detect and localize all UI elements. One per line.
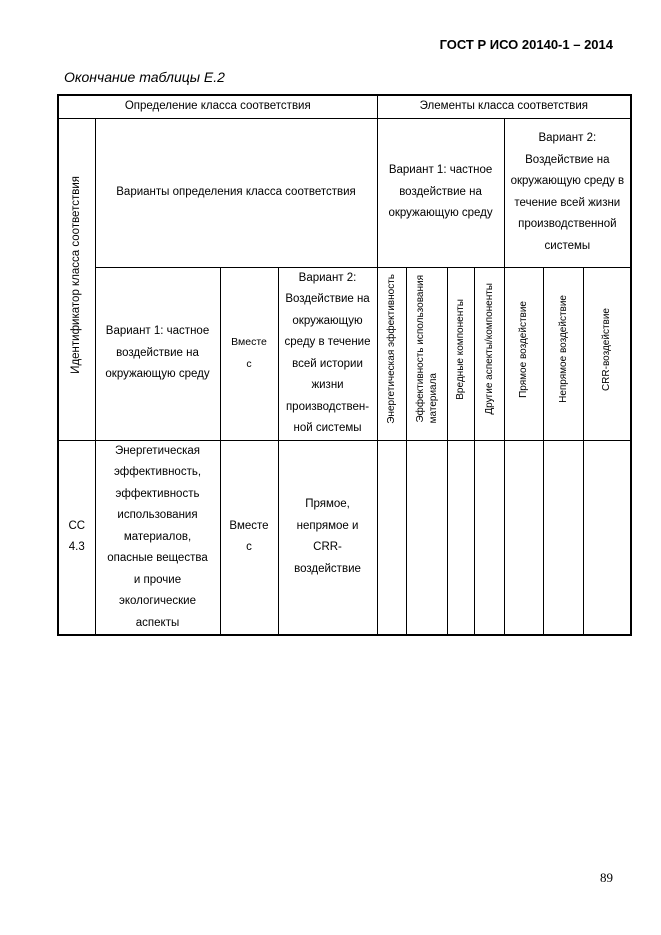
sub-together-header: Вместе с bbox=[220, 267, 278, 440]
row-empty-cell bbox=[377, 440, 406, 635]
sub-variant2-header: Вариант 2: Воздействие на окружающую среду в течение всей истории жизни производствен-ной системы bbox=[278, 267, 377, 440]
row-empty-cell bbox=[504, 440, 543, 635]
table-caption: Окончание таблицы Е.2 bbox=[64, 69, 225, 85]
vcol-energy-efficiency: Энергетическая эффективность bbox=[377, 267, 406, 440]
row-empty-cell bbox=[543, 440, 583, 635]
page-number: 89 bbox=[600, 870, 613, 885]
vcol-material-efficiency: Эффективность использования материала bbox=[406, 267, 447, 440]
variants-definition-header: Варианты определения класса соответствия bbox=[95, 118, 377, 267]
row-empty-cell bbox=[406, 440, 447, 635]
row-empty-cell bbox=[447, 440, 474, 635]
row-description-cell: Энергетическая эффективность, эффективность использования материалов, опасные вещества и прочие экологические аспекты bbox=[95, 440, 220, 635]
sub-variant1-header: Вариант 1: частное воздействие на окружающую среду bbox=[95, 267, 220, 440]
vcol-direct-impact: Прямое воздействие bbox=[504, 267, 543, 440]
row-together-cell: Вместе с bbox=[220, 440, 278, 635]
vcol-harmful-components: Вредные компоненты bbox=[447, 267, 474, 440]
id-column-header: Идентификатор класса соответствия bbox=[58, 118, 95, 440]
row-empty-cell bbox=[583, 440, 631, 635]
conformance-table bbox=[57, 94, 632, 636]
group-definition-header: Определение класса соответствия bbox=[58, 95, 377, 118]
row-id-cell: СС 4.3 bbox=[58, 440, 95, 635]
variant2-elements-header: Вариант 2: Воздействие на окружающую среду в течение всей жизни производственной системы bbox=[504, 118, 631, 267]
vcol-crr-impact: CRR-воздействие bbox=[583, 267, 631, 440]
standard-header: ГОСТ Р ИСО 20140-1 – 2014 bbox=[439, 37, 613, 52]
row-empty-cell bbox=[474, 440, 504, 635]
vcol-indirect-impact: Непрямое воздействие bbox=[543, 267, 583, 440]
variant1-elements-header: Вариант 1: частное воздействие на окружающую среду bbox=[377, 118, 504, 267]
group-elements-header: Элементы класса соответствия bbox=[377, 95, 631, 118]
vcol-other-aspects: Другие аспекты/компоненты bbox=[474, 267, 504, 440]
row-impact-cell: Прямое, непрямое и CRR- воздействие bbox=[278, 440, 377, 635]
